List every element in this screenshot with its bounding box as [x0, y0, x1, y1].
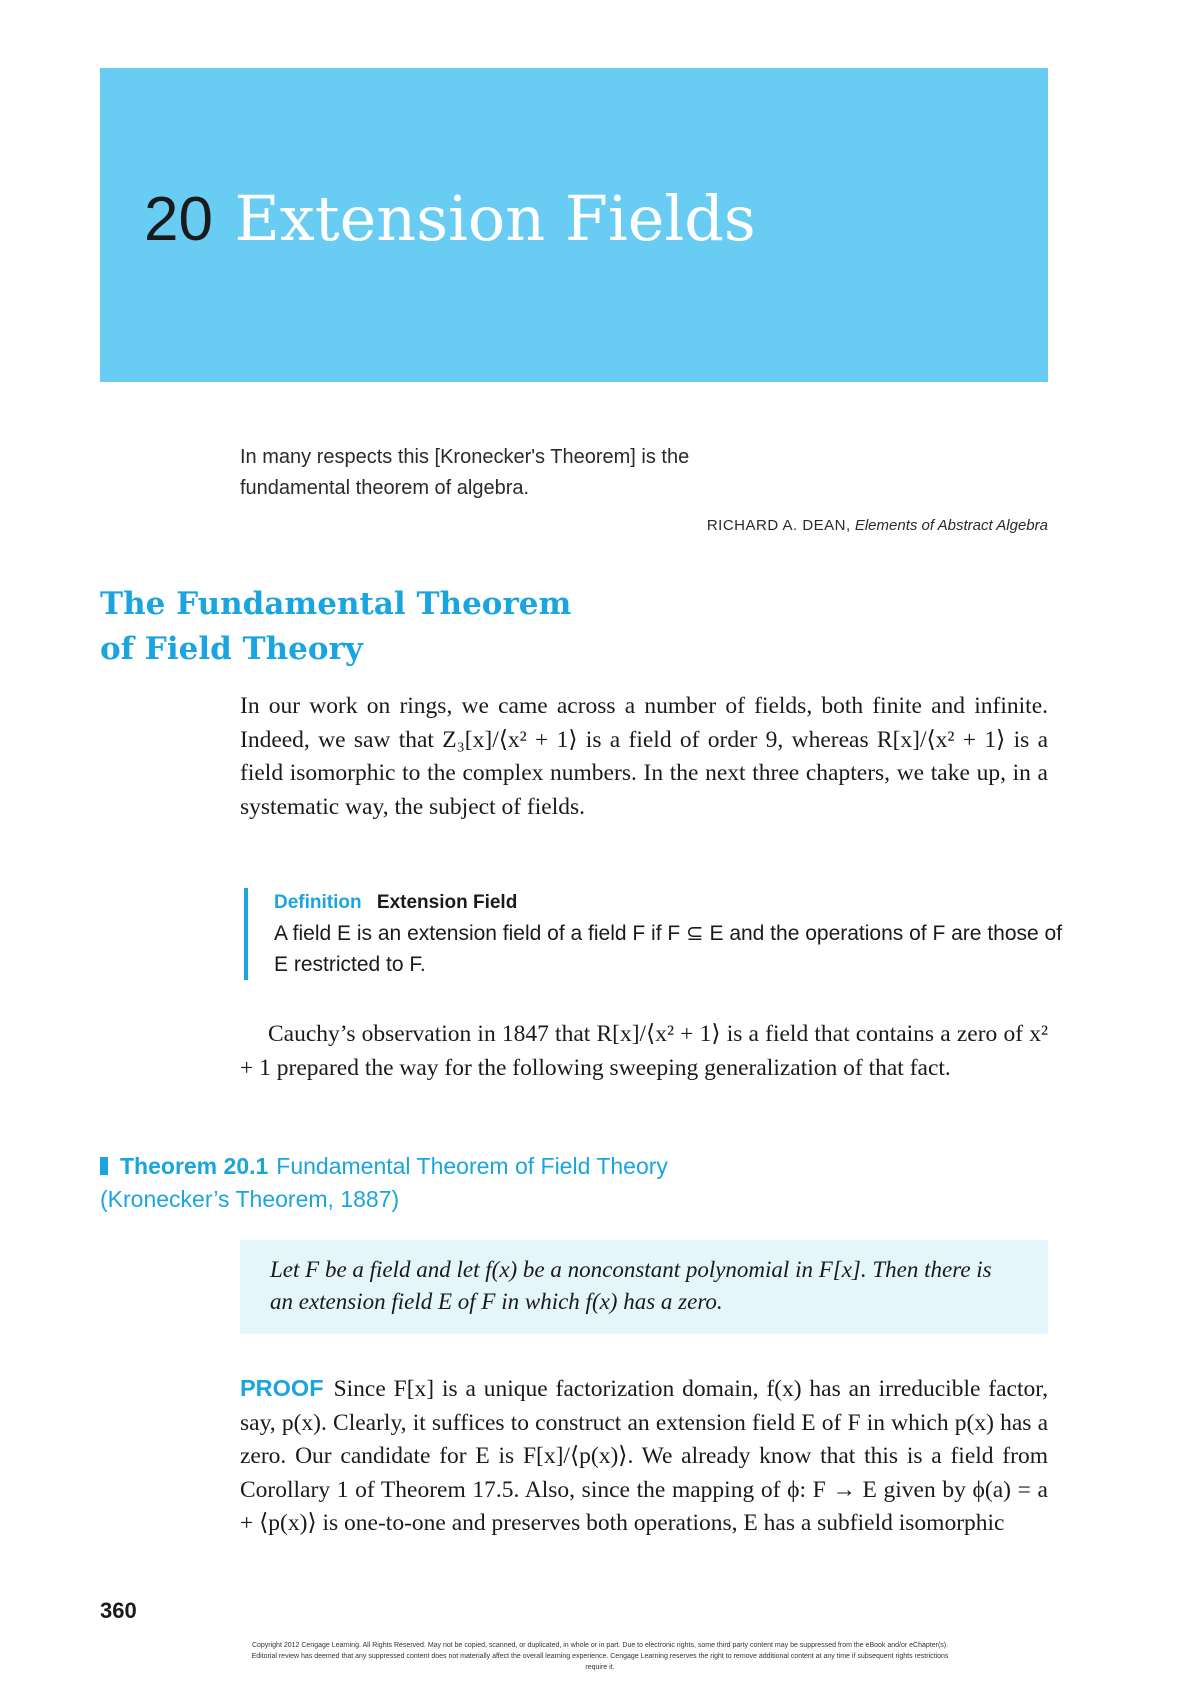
- theorem-statement: Let F be a field and let f(x) be a nonconstant polynomial in F[x]. Then there is an extension field E of F in which f(x) has a zero.: [270, 1257, 992, 1314]
- epigraph: [240, 442, 1048, 541]
- chapter-number: 20: [144, 185, 213, 254]
- proof-paragraph: [240, 1372, 1048, 1541]
- section-heading-line2: of Field Theory: [100, 631, 363, 667]
- definition-name: Extension Field: [376, 892, 518, 913]
- section-heading-line1: The Fundamental Theorem: [100, 586, 572, 622]
- definition-header: [274, 888, 1064, 918]
- definition-label: Definition: [274, 892, 362, 913]
- theorem-heading: [100, 1150, 1000, 1216]
- theorem-title: Fundamental Theorem of Field Theory: [276, 1153, 668, 1179]
- epigraph-author: RICHARD A. DEAN,: [706, 517, 851, 534]
- epigraph-attribution: [240, 510, 1048, 541]
- chapter-title: [144, 182, 756, 255]
- chapter-name: Extension Fields: [234, 182, 756, 255]
- proof-text: Since F[x] is a unique factorization domain, f(x) has an irreducible factor, say, p(x). Clearly, it suffices to construct an extension field E of F in which p(x) has a zero. Our candidate for E is F[x]/⟨p(x)⟩. We already know that this is a field from Corollary 1 of Theorem 17.5. Also, since the mapping of ϕ: F → E given by ϕ(a) = a + ⟨p(x)⟩ is one-to-one and preserves both operations, E has a subfield isomorphic: [240, 1376, 1048, 1536]
- theorem-statement-box: [240, 1240, 1048, 1334]
- theorem-label: Theorem 20.1: [120, 1153, 269, 1179]
- cauchy-paragraph: [240, 1018, 1048, 1085]
- proof-label: PROOF: [240, 1375, 324, 1401]
- epigraph-quote: In many respects this [Kronecker's Theorem] is the fundamental theorem of algebra.: [240, 446, 690, 499]
- intro-paragraph: In our work on rings, we came across a number of fields, both finite and infinite. Indeed, we saw that Z₃[x]/⟨x² + 1⟩ is a field of order 9, whereas R[x]/⟨x² + 1⟩ is a field isomorphic to the complex numbers. In the next three chapters, we take up, in a systematic way, the subject of fields.: [240, 693, 1048, 820]
- section-heading: [100, 582, 571, 672]
- epigraph-source: Elements of Abstract Algebra: [854, 517, 1048, 534]
- definition-block: [244, 888, 1064, 980]
- page-number: 360: [100, 1598, 137, 1623]
- theorem-marker: [100, 1157, 108, 1175]
- cauchy-paragraph-text: Cauchy’s observation in 1847 that R[x]/⟨x² + 1⟩ is a field that contains a zero of x² + 1 prepared the way for the following sweeping generalization of that fact.: [240, 1021, 1048, 1081]
- copyright-notice: Copyright 2012 Cengage Learning. All Rights Reserved. May not be copied, scanned, or duplicated, in whole or in part. Due to electronic rights, some third party content may be suppressed from the eBook and/or eChapter(s). Editorial review has deemed that any suppressed content does not materially affect the overall learning experience. Cengage Learning reserves the right to remove additional content at any time if subsequent rights restrictions require it.: [251, 1642, 949, 1671]
- theorem-subtitle: (Kronecker’s Theorem, 1887): [100, 1186, 400, 1212]
- definition-text: A field E is an extension field of a field F if F ⊆ E and the operations of F are those of E restricted to F.: [274, 922, 1063, 976]
